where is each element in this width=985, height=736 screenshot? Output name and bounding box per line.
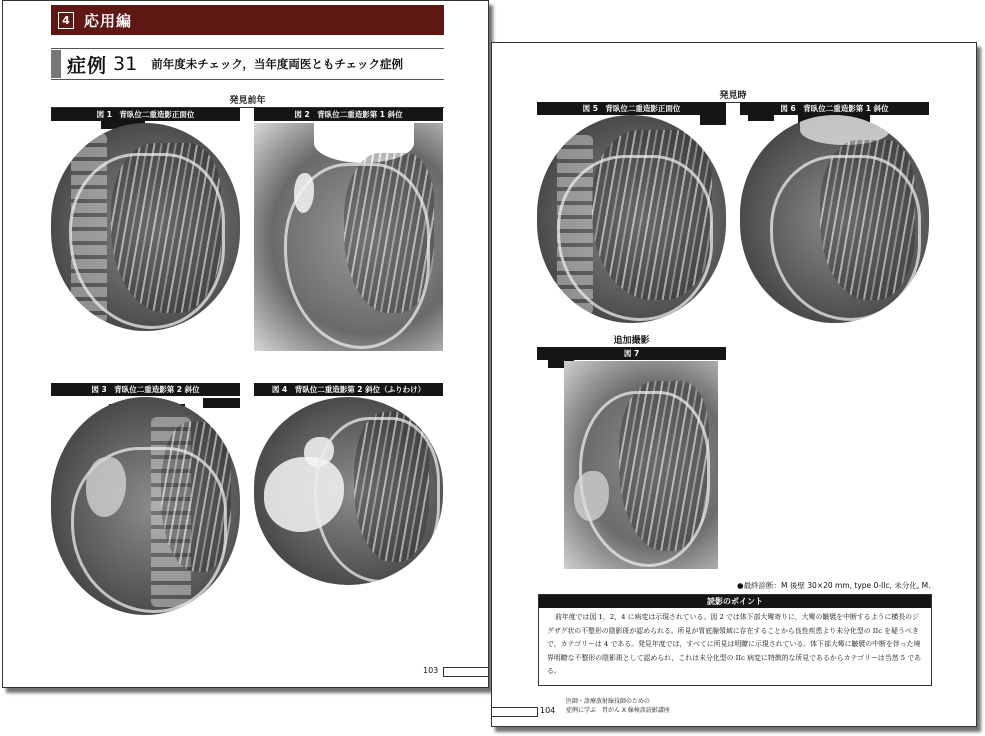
case-label: 症例 [67,54,108,77]
xray-image-figure-5 [537,115,726,323]
figure-5-caption: 図 5 背臥位二重造影正面位 [537,102,726,115]
book-title-line-1: 医師・診療放射線技師のための [566,698,651,705]
xray-image-figure-3 [51,397,240,615]
case-subtitle: 前年度未チェック，当年度両医ともチェック症例 [151,57,404,71]
xray-image-figure-1 [51,123,240,331]
reading-points-title: 読影のポイント [539,595,931,608]
figure-1-caption: 図 1 背臥位二重造影正面位 [51,108,240,121]
redaction-bar [203,398,240,408]
xray-image-figure-6 [740,115,929,323]
page-number-box [443,667,489,677]
page-104 [491,42,977,727]
page-number-103: 103 [423,666,439,675]
book-title-footer [566,697,670,715]
case-heading-marker [51,50,61,78]
figure-2-caption: 図 2 背臥位二重造影第 1 斜位 [254,108,443,121]
redaction-bar [700,115,726,125]
xray-image-figure-7 [564,361,718,569]
redaction-bar [748,115,774,121]
group-label-found: 発見時 [537,88,929,103]
case-heading [51,48,444,80]
group-label-previous-year: 発見前年 [51,93,444,108]
xray-image-figure-4 [254,397,443,585]
figure-7-caption: 図 7 [537,347,726,360]
book-title-line-2: 症例に学ぶ 胃がん X 線検診読影講座 [566,707,670,714]
figure-3-caption: 図 3 背臥位二重造影第 2 斜位 [51,383,240,396]
reading-points-box [538,594,932,686]
page-number-box [491,707,538,717]
final-diagnosis: ●最終診断：M 後壁 30×20 mm, type 0-IIc, 未分化, M. [737,581,931,590]
page-number-104: 104 [540,706,556,715]
section-header-bar [51,5,444,35]
figure-4-caption: 図 4 背臥位二重造影第 2 斜位（ふりわけ） [254,383,443,396]
section-number: 4 [58,12,74,29]
case-number: 31 [113,53,138,75]
figure-6-caption: 図 6 背臥位二重造影第 1 斜位 [740,102,929,115]
section-title: 応用編 [84,11,133,30]
reading-points-body: 前年度では図 1，2，4 に病変は示現されている。図 2 では体下部大彎寄りに，大彎の皺襞を中断するように横長のジグザグ状の不整形の陰影斑が認められる。所見が胃底腺領域に存在することから良性疾患より未分化型の IIc を疑うべきで，カテゴリーは 4 である。発見年度では，すべてに所見は明瞭に示現されている。体下部大彎に皺襞の中断を伴った境界明瞭な不整形の陰影斑として認められ，これは未分化型の IIc 病変に特徴的な所見であるからカテゴリーは当然 5 である。 [547,613,922,675]
group-label-additional: 追加撮影 [537,333,726,348]
page-103 [2,0,489,688]
xray-image-figure-2 [254,123,443,351]
